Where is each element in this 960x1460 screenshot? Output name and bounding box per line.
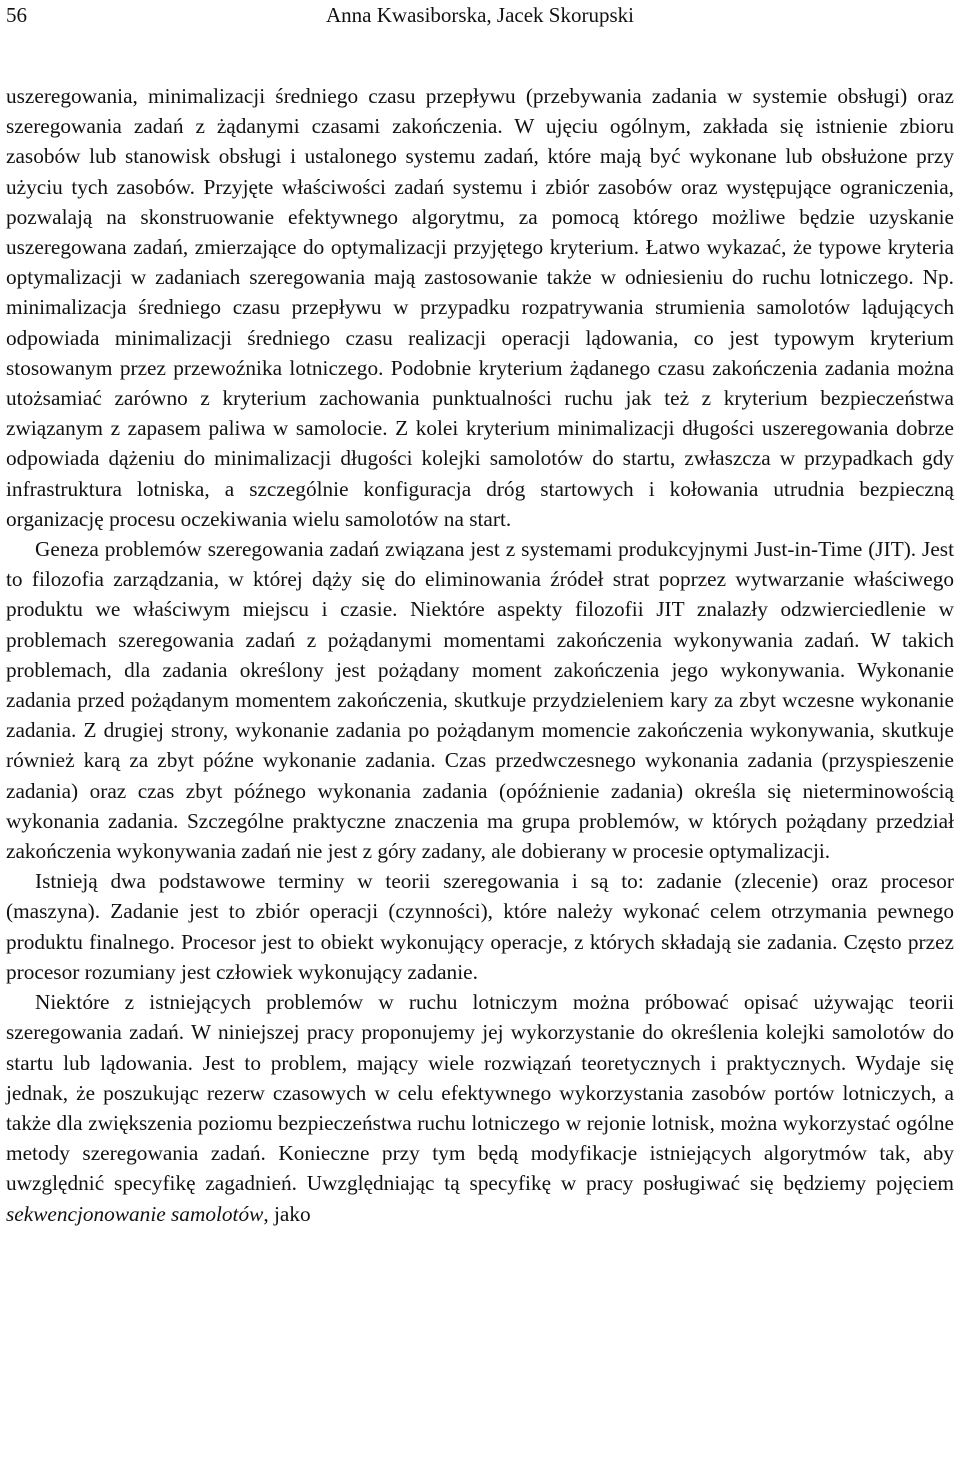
paragraph-4: [6, 987, 954, 1229]
paragraph-2: Geneza problemów szeregowania zadań związana jest z systemami produkcyjnymi Just-in-Time (JIT). Jest to filozofia zarządzania, w której dąży się do eliminowania źródeł strat poprzez wytwarzanie właściwego produktu we właściwym miejscu i czasie. Niektóre aspekty filozofii JIT znalazły odzwierciedlenie w problemach szeregowania zadań z pożądanymi momentami zakończenia wykonywania zadań. W takich problemach, dla zadania określony jest pożądany moment zakończenia jego wykonywania. Wykonanie zadania przed pożądanym momentem zakończenia, skutkuje przydzieleniem kary za zbyt wczesne wykonanie zadania. Z drugiej strony, wykonanie zadania po pożądanym momencie zakończenia wykonywania, skutkuje również karą za zbyt późne wykonanie zadania. Czas przedwczesnego wykonania zadania (przyspieszenie zadania) oraz czas zbyt późnego wykonania zadania (opóźnienie zadania) określa się nieterminowością wykonania zadania. Szczególne praktyczne znaczenia ma grupa problemów, w których pożądany przedział zakończenia wykonywania zadań nie jest z góry zadany, ale dobierany w procesie optymalizacji.: [6, 537, 954, 864]
header-authors: Anna Kwasiborska, Jacek Skorupski: [326, 3, 634, 27]
paragraph-4-emphasis: sekwencjonowanie samolotów: [6, 1201, 264, 1226]
paragraph-3: Istnieją dwa podstawowe terminy w teorii szeregowania i są to: zadanie (zlecenie) oraz procesor (maszyna). Zadanie jest to zbiór operacji (czynności), które należy wykonać celem otrzymania pewnego produktu finalnego. Procesor jest to obiekt wykonujący operacje, z których składają sie zadania. Często przez procesor rozumiany jest człowiek wykonujący zadanie.: [6, 869, 954, 984]
paragraph-1: uszeregowania, minimalizacji średniego czasu przepływu (przebywania zadania w systemie obsługi) oraz szeregowania zadań z żądanymi czasami zakończenia. W ujęciu ogólnym, zakłada się istnienie zbioru zasobów lub stanowisk obsługi i ustalonego systemu zadań, które mają być wykonane lub obsłużone przy użyciu tych zasobów. Przyjęte właściwości zadań systemu i zbiór zasobów oraz występujące ograniczenia, pozwalają na skonstruowanie efektywnego algorytmu, za pomocą którego możliwe będzie uzyskanie uszeregowana zadań, zmierzające do optymalizacji przyjętego kryterium. Łatwo wykazać, że typowe kryteria optymalizacji w zadaniach szeregowania mają zastosowanie także w odniesieniu do ruchu lotniczego. Np. minimalizacja średniego czasu przepływu w przypadku rozpatrywania strumienia samolotów lądujących odpowiada minimalizacji średniego czasu realizacji operacji lądowania, co jest typowym kryterium stosowanym przez przewoźnika lotniczego. Podobnie kryterium żądanego czasu zakończenia zadania można utożsamiać zarówno z kryterium zachowania punktualności ruchu jak też z kryterium bezpieczeństwa związanym z zapasem paliwa w samolocie. Z kolei kryterium minimalizacji długości uszeregowania dobrze odpowiada dążeniu do minimalizacji długości kolejki samolotów do startu, zwłaszcza w przypadkach gdy infrastruktura lotniska, a szczególnie konfiguracja dróg startowych i kołowania utrudnia bezpieczną organizację procesu oczekiwania wielu samolotów na start.: [6, 84, 954, 531]
page-number: 56: [6, 3, 27, 27]
body-text: [6, 81, 954, 1229]
paragraph-4-text-after: , jako: [263, 1201, 311, 1226]
running-header: [6, 2, 954, 28]
paragraph-4-text-before: Niektóre z istniejących problemów w ruchu lotniczym można próbować opisać używając teorii szeregowania zadań. W niniejszej pracy proponujemy jej wykorzystanie do określenia kolejki samolotów do startu lub lądowania. Jest to problem, mający wiele rozwiązań teoretycznych i praktycznych. Wydaje się jednak, że poszukując rezerw czasowych w celu efektywnego wykorzystania zasobów portów lotniczych, a także dla zwiększenia poziomu bezpieczeństwa ruchu lotniczego w rejonie lotnisk, można wykorzystać ogólne metody szeregowania zadań. Konieczne przy tym będą modyfikacje istniejących algorytmów tak, aby uwzględnić specyfikę zagadnień. Uwzględniając tą specyfikę w pracy posługiwać się będziemy pojęciem: [6, 990, 954, 1196]
